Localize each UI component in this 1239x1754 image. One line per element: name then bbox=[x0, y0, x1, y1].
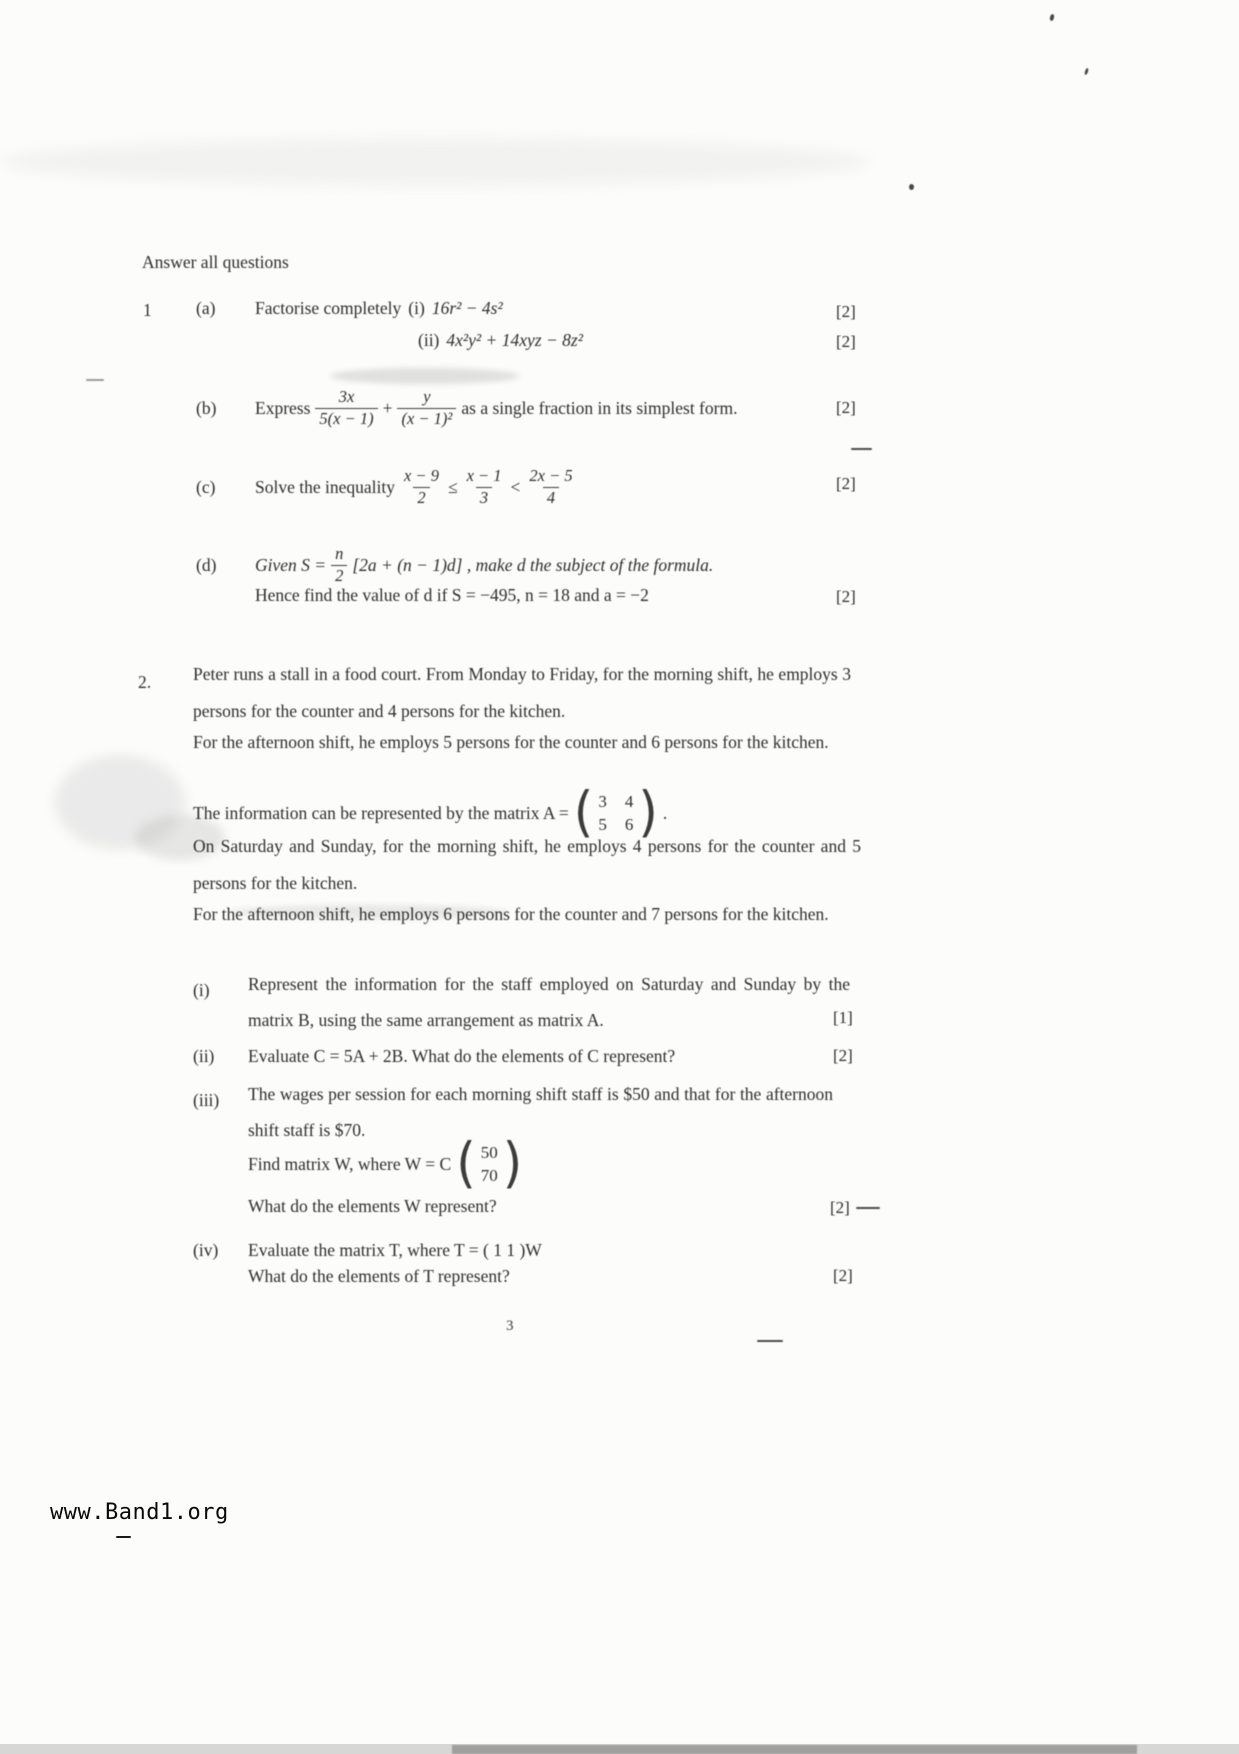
question-number-text: 1 bbox=[143, 300, 152, 320]
paragraph-text: On Saturday and Sunday, for the morning shift, he employs 4 persons for the counter and 5 persons for the kitchen. bbox=[193, 836, 861, 893]
fraction-denominator: 4 bbox=[543, 487, 559, 507]
fraction bbox=[463, 467, 506, 506]
page-number-text: 3 bbox=[506, 1318, 514, 1334]
marks-badge: [2] bbox=[836, 474, 856, 493]
scan-artifact bbox=[909, 184, 914, 190]
fraction-denominator: (x − 1)² bbox=[397, 408, 456, 428]
part-d-lead: Given S = bbox=[255, 554, 327, 575]
scan-artifact bbox=[856, 1207, 880, 1209]
fraction-denominator: 3 bbox=[476, 487, 492, 507]
matrix-cell: 4 bbox=[624, 791, 634, 811]
marks-badge: [2] bbox=[836, 587, 856, 606]
watermark-text: www.Band1.org bbox=[50, 1500, 229, 1525]
matrix-a-lead: The information can be represented by the matrix A = bbox=[193, 802, 569, 823]
question-number-text: 2. bbox=[138, 672, 152, 692]
matrix-cell: 3 bbox=[598, 791, 607, 811]
q1-part-a-line1 bbox=[196, 298, 503, 319]
fraction-numerator: n bbox=[335, 544, 344, 564]
roman-i-label: (i) bbox=[408, 298, 425, 318]
matrix-cells bbox=[476, 1143, 503, 1186]
matrix-paren-left bbox=[456, 1138, 476, 1189]
q2-iii-text2 bbox=[248, 1196, 497, 1217]
expression: 16r² − 4s² bbox=[431, 298, 503, 318]
q1-part-b-line bbox=[196, 374, 737, 442]
subpart-text: The wages per session for each morning shift staff is $50 and that for the afternoon shift staff is $70. bbox=[248, 1084, 833, 1140]
fraction-denominator: 5(x − 1) bbox=[315, 408, 377, 428]
roman-ii-label: (ii) bbox=[418, 330, 440, 350]
find-matrix-lead: Find matrix W, where W = C bbox=[248, 1153, 452, 1174]
marks-badge: [2] bbox=[830, 1198, 850, 1217]
subpart-text: Evaluate C = 5A + 2B. What do the elements of C represent? bbox=[248, 1046, 676, 1066]
paragraph-text: For the afternoon shift, he employs 5 persons for the counter and 6 persons for the kitchen. bbox=[193, 732, 829, 752]
fraction bbox=[525, 467, 576, 506]
scan-artifact bbox=[1049, 14, 1055, 22]
q2-iii-find-line bbox=[248, 1132, 527, 1196]
scan-artifact bbox=[55, 755, 185, 850]
paragraph-text: For the afternoon shift, he employs 6 persons for the counter and 7 persons for the kitchen. bbox=[193, 904, 829, 924]
instruction-line bbox=[142, 252, 289, 273]
fraction bbox=[331, 545, 347, 584]
subpart-label: (iv) bbox=[193, 1240, 219, 1260]
part-label: (d) bbox=[196, 554, 217, 575]
subpart-label: (i) bbox=[193, 980, 210, 1000]
fraction bbox=[397, 388, 456, 427]
q2-ii-text bbox=[248, 1046, 675, 1067]
q2-ii-label bbox=[193, 1046, 214, 1067]
question-1-number bbox=[143, 300, 152, 321]
q2-i-label bbox=[193, 980, 210, 1001]
subpart-text: What do the elements W represent? bbox=[248, 1196, 497, 1216]
q1-part-a-line2 bbox=[418, 330, 583, 351]
lt-operator: < bbox=[510, 476, 521, 497]
fraction-numerator: x − 1 bbox=[466, 466, 502, 486]
matrix-a-tail: . bbox=[662, 802, 668, 823]
marks-badge: [2] bbox=[836, 332, 856, 351]
marks-badge: [2] bbox=[836, 302, 856, 321]
scan-artifact bbox=[851, 448, 872, 450]
fraction-denominator: 2 bbox=[331, 565, 347, 585]
fraction bbox=[400, 467, 443, 506]
q2-iii-label bbox=[193, 1090, 219, 1111]
q2-paragraph-4 bbox=[193, 828, 861, 902]
subpart-text: Evaluate the matrix T, where T = ( 1 1 )W bbox=[248, 1240, 542, 1260]
watermark bbox=[50, 1500, 229, 1525]
expression: 4x²y² + 14xyz − 8z² bbox=[446, 330, 583, 350]
matrix-cell: 5 bbox=[598, 814, 607, 834]
fraction bbox=[315, 388, 377, 427]
scan-artifact bbox=[0, 138, 870, 186]
subpart-text: What do the elements of T represent? bbox=[248, 1266, 510, 1286]
part-b-tail: as a single fraction in its simplest form. bbox=[461, 397, 738, 418]
part-label: (a) bbox=[196, 298, 216, 318]
marks-badge: [2] bbox=[833, 1046, 853, 1065]
leq-operator: ≤ bbox=[447, 476, 458, 497]
q2-iv-text2 bbox=[248, 1266, 510, 1287]
fraction-numerator: 3x bbox=[338, 387, 355, 407]
part-c-lead: Solve the inequality bbox=[255, 476, 395, 497]
question-2-number bbox=[138, 672, 151, 693]
matrix-cell: 50 bbox=[480, 1142, 498, 1162]
plus-operator: + bbox=[382, 397, 393, 418]
part-label: (b) bbox=[196, 397, 217, 418]
q1-part-d-line2 bbox=[255, 585, 649, 606]
marks-badge: [2] bbox=[836, 398, 856, 417]
q2-paragraph-5 bbox=[193, 896, 848, 933]
part-b-lead: Express bbox=[255, 397, 311, 418]
matrix-cell: 6 bbox=[624, 814, 634, 834]
page-number bbox=[506, 1318, 514, 1335]
scan-edge-bar-dark bbox=[452, 1745, 1137, 1754]
fraction-numerator: 2x − 5 bbox=[529, 466, 573, 486]
matrix-paren-right bbox=[503, 1138, 523, 1189]
q2-iv-label bbox=[193, 1240, 218, 1261]
fraction-numerator: y bbox=[423, 387, 431, 407]
marks-badge: [1] bbox=[833, 1008, 853, 1027]
subpart-label: (iii) bbox=[193, 1090, 220, 1110]
scan-artifact bbox=[86, 379, 104, 381]
part-a-lead: Factorise completely bbox=[255, 298, 402, 318]
subpart-label: (ii) bbox=[193, 1046, 215, 1066]
q2-paragraph-1 bbox=[193, 656, 851, 730]
scan-artifact bbox=[757, 1340, 783, 1342]
instruction-text: Answer all questions bbox=[142, 252, 289, 272]
subpart-text: Represent the information for the staff employed on Saturday and Sunday by the matrix B, using the same arrangement as matrix A. bbox=[248, 974, 850, 1030]
q1-part-c-line bbox=[196, 455, 582, 519]
q2-i-text bbox=[248, 966, 850, 1038]
fraction-numerator: x − 9 bbox=[403, 466, 439, 486]
part-d-expression: [2a + (n − 1)d] , make d the subject of the formula. bbox=[352, 554, 714, 575]
scan-artifact bbox=[1084, 68, 1089, 76]
q2-paragraph-2 bbox=[193, 724, 848, 761]
paragraph-text: Peter runs a stall in a food court. From Monday to Friday, for the morning shift, he employs 3 persons for the counter and 4 persons for the kitchen. bbox=[193, 664, 851, 721]
matrix-w-column bbox=[456, 1140, 522, 1188]
fraction-denominator: 2 bbox=[413, 487, 429, 507]
part-d-hence: Hence find the value of d if S = −495, n = 18 and a = −2 bbox=[255, 585, 649, 605]
marks-badge: [2] bbox=[833, 1266, 853, 1285]
matrix-cell: 70 bbox=[480, 1165, 498, 1185]
part-label: (c) bbox=[196, 476, 216, 497]
q2-iv-text1 bbox=[248, 1240, 542, 1261]
